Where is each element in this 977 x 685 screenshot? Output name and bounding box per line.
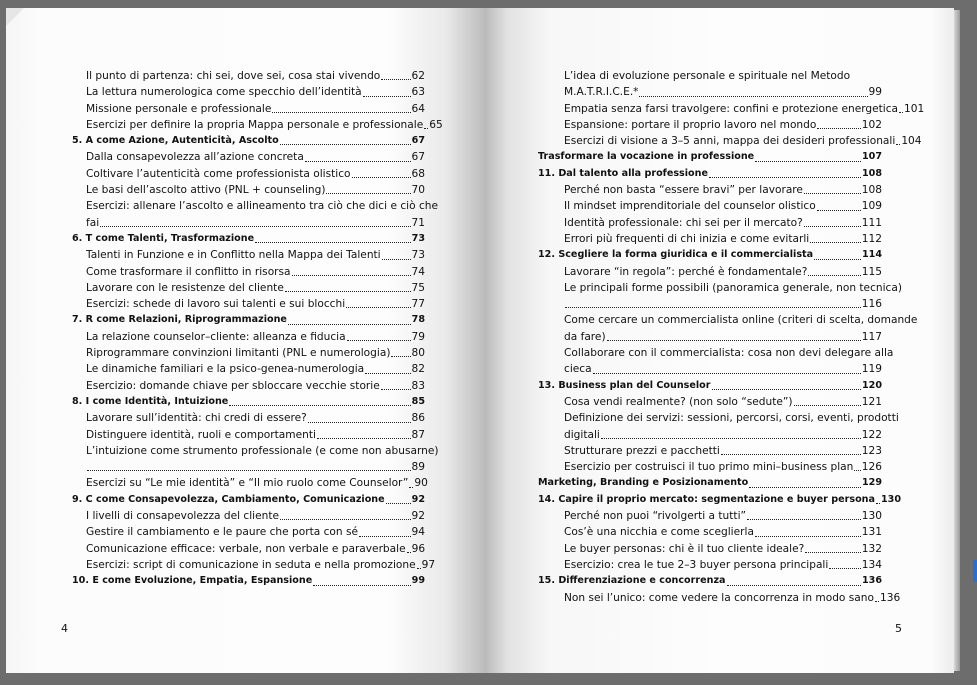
toc-entry [538,443,882,459]
toc-chapter-entry [72,231,425,247]
toc-entry-page: 87 [411,428,425,441]
dot-leader [100,226,410,227]
toc-entry-title: Lavorare sull’identità: chi credi di essere? [86,412,307,425]
dot-leader [346,307,410,308]
toc-entry-page: 70 [411,184,425,197]
toc-entry-title: Come trasformare il conflitto in risorsa [86,265,291,278]
left-page [6,8,484,673]
dot-leader [255,242,411,243]
toc-entry-title: da fare) [564,330,606,343]
toc-entry-page: 97 [421,558,436,571]
toc-entry-page: 109 [861,200,882,213]
toc-entry-page: 108 [861,184,882,197]
toc-entry-title: Collaborare con il commercialista: cosa non devi delegare alla [564,347,894,360]
toc-entry-page: 62 [411,70,425,82]
dot-leader [749,487,861,488]
dot-leader [386,503,411,504]
toc-entry-page: 119 [861,363,882,376]
toc-entry-title: 7. R come Relazioni, Riprogrammazione [72,314,287,326]
toc-entry-title: fai [86,216,100,229]
toc-entry [72,410,425,426]
dot-leader [409,487,413,488]
toc-entry-page: 67 [411,135,425,147]
toc-entry-title: Esercizi: schede di lavoro sui talenti e sui blocchi [86,298,346,311]
toc-entry [72,329,425,345]
toc-entry-title: Esercizi: script di comunicazione in seduta e nella promozione [86,558,416,571]
dot-leader [308,422,411,423]
toc-entry-title: M.A.T.R.I.C.E.* [564,86,639,99]
toc-entry-page: 122 [861,428,882,441]
dot-leader [280,519,410,520]
toc-entry-title: 12. Scegliere la forma giuridica e il commercialista [538,249,814,261]
dot-leader [747,519,861,520]
toc-entry-page: 94 [411,526,425,539]
toc-entry-page: 112 [861,232,882,245]
dot-leader [899,112,903,113]
dot-leader [876,503,880,504]
toc-entry [72,215,425,231]
toc-entry-title: Trasformare la vocazione in professione [538,151,755,163]
toc-entry-title: Il punto di partenza: chi sei, dove sei, cosa stai vivendo [86,70,381,82]
toc-entry-page: 90 [414,477,428,490]
toc-entry [72,247,425,263]
scroll-indicator[interactable] [973,560,977,582]
dot-leader [305,161,411,162]
toc-entry [538,280,903,296]
toc-entry [538,133,922,149]
toc-entry [72,361,425,377]
toc-entry [72,378,425,394]
toc-entry-page: 104 [901,135,922,148]
toc-entry [72,541,425,557]
page-number-right: 5 [895,622,902,635]
dot-leader [424,128,428,129]
toc-entry-title: Le buyer personas: chi è il tuo cliente ideale? [564,542,805,555]
toc-entry-title: Esercizio: domande chiave per sbloccare vecchie storie [86,379,380,392]
toc-entry [72,475,428,491]
toc-entry-page: 99 [411,575,425,587]
toc-entry-page: 85 [411,395,425,407]
toc-entry-title: 9. C come Consapevolezza, Cambiamento, Comunicazione [72,493,385,505]
right-page [484,8,954,673]
toc-chapter-entry [538,247,882,263]
toc-chapter-entry [538,573,882,589]
toc-entry [72,84,425,100]
toc-entry [538,101,925,117]
toc-entry-title: Cosa vendi realmente? (non solo “sedute”) [564,395,793,408]
toc-entry-page: 89 [411,461,425,474]
toc-entry-page: 82 [411,363,425,376]
dot-leader [285,291,411,292]
dot-leader [381,389,411,390]
toc-entry [72,149,425,165]
toc-entry-title: Talenti in Funzione e in Conflitto nella Mappa dei Talenti [86,249,381,262]
toc-entry [538,296,882,312]
toc-entry-title: Non sei l’unico: come vedere la concorrenza in modo sano [564,591,874,604]
dot-leader [755,536,861,537]
dot-leader [280,144,411,145]
dot-leader [363,96,411,97]
toc-entry-page: 132 [861,542,882,555]
dot-leader [808,275,860,276]
toc-entry [538,84,882,100]
toc-entry-page: 117 [861,330,882,343]
toc-entry-title: Lavorare con le resistenze del cliente [86,281,284,294]
dot-leader [317,438,411,439]
toc-entry-page: 83 [411,379,425,392]
open-book [6,8,954,673]
dot-leader [593,373,861,374]
toc-entry-title: Gestire il cambiamento e le paure che porta con sé [86,526,359,539]
dot-leader [854,470,860,471]
toc-entry [538,361,882,377]
toc-entry-page: 107 [861,151,882,163]
toc-entry-title: Riprogrammare convinzioni limitanti (PNL e numerologia) [86,347,391,360]
toc-entry-title: Coltivare l’autenticità come professionista olistico [86,167,351,180]
dot-leader [417,568,421,569]
dot-leader [347,340,411,341]
toc-entry-page: 131 [861,526,882,539]
toc-entry-page: 130 [880,493,901,505]
toc-entry-page: 63 [411,86,425,99]
toc-entry [72,117,443,133]
toc-entry-page: 129 [861,477,882,489]
toc-entry-title: Esercizi su “Le mie identità” e “Il mio ruolo come Counselor” [86,477,409,490]
toc-entry [72,182,425,198]
dot-leader [391,356,410,357]
toc-entry [72,264,425,280]
toc-entry [72,280,425,296]
toc-entry-page: 92 [411,493,425,505]
toc-entry-page: 108 [861,167,882,179]
toc-entry [538,215,882,231]
toc-entry-title: 13. Business plan del Counselor [538,379,711,391]
toc-chapter-entry [538,492,901,508]
toc-entry [538,590,901,606]
dot-leader [810,242,861,243]
toc-entry-title: 8. I come Identità, Intuizione [72,395,229,407]
toc-entry [538,345,894,361]
toc-entry-title: 10. E come Evoluzione, Empatia, Espansione [72,575,313,587]
dot-leader [326,193,410,194]
toc-entry-page: 126 [861,461,882,474]
toc-entry [538,427,882,443]
toc-chapter-entry [538,166,882,182]
toc-entry-title: Distinguere identità, ruoli e comportamenti [86,428,316,441]
toc-entry-page: 78 [411,314,425,326]
toc-entry-title: La relazione counselor–cliente: alleanza e fiducia [86,330,346,343]
toc-entry [538,198,882,214]
toc-entry-page: 101 [904,102,925,115]
toc-entry-title: Esercizi di visione a 3–5 anni, mappa dei desideri professionali [564,135,896,148]
toc-entry-page: 120 [861,379,882,391]
toc-entry-page: 136 [880,591,901,604]
table-of-contents-left [72,68,443,590]
dot-leader [607,340,861,341]
dot-leader [829,568,860,569]
toc-entry-title: digitali [564,428,600,441]
dot-leader [804,193,861,194]
toc-entry-page: 123 [861,444,882,457]
toc-entry-page: 79 [411,330,425,343]
dot-leader [87,470,411,471]
dot-leader [381,79,410,80]
toc-entry [538,394,882,410]
dot-leader [313,585,410,586]
toc-entry-page: 116 [861,298,882,311]
toc-entry-page: 86 [411,412,425,425]
toc-entry [538,182,882,198]
toc-entry [72,524,425,540]
page-edge [954,10,960,671]
toc-entry-page: 80 [411,347,425,360]
toc-entry [538,524,882,540]
toc-entry-page: 130 [861,510,882,523]
toc-entry-page: 73 [411,232,425,244]
toc-entry [72,101,425,117]
toc-entry-page: 99 [868,86,882,99]
toc-entry-title: cieca [564,363,592,376]
toc-entry [72,166,425,182]
dot-leader [229,405,410,406]
toc-entry [538,508,882,524]
toc-entry-title: Esercizio per costruisci il tuo primo mini–business plan [564,461,854,474]
toc-entry-title: Espansione: portare il proprio lavoro nel mondo [564,118,817,131]
dot-leader [565,307,861,308]
dot-leader [804,226,861,227]
toc-entry-page: 134 [861,558,882,571]
toc-entry-title: Le dinamiche familiari e la psico-genea-numerologia [86,363,365,376]
toc-entry-title: Identità professionale: chi sei per il mercato? [564,216,803,229]
dot-leader [359,536,410,537]
toc-entry [538,329,882,345]
dot-leader [817,128,860,129]
toc-entry [72,459,425,475]
dot-leader [601,438,861,439]
dot-leader [712,389,861,390]
toc-entry [72,508,425,524]
dot-leader [365,373,410,374]
toc-entry-title: Perché non basta “essere bravi” per lavorare [564,184,803,197]
toc-entry-title: Strutturare prezzi e pacchetti [564,444,720,457]
toc-entry [538,459,882,475]
toc-entry-title: 5. A come Azione, Autenticità, Ascolto [72,135,279,147]
dot-leader [709,177,861,178]
toc-entry-page: 73 [411,249,425,262]
dot-leader [794,405,861,406]
toc-entry-page: 111 [861,216,882,229]
dot-leader [272,112,410,113]
toc-entry-title: Cos’è una nicchia e come sceglierla [564,526,754,539]
toc-entry [538,68,882,84]
toc-chapter-entry [72,312,425,328]
dot-leader [382,259,411,260]
toc-entry [72,427,425,443]
toc-entry-title: La lettura numerologica come specchio dell’identità [86,86,362,99]
toc-entry-page: 115 [861,265,882,278]
dot-leader [292,275,411,276]
toc-entry [72,443,439,459]
toc-entry-title: Come cercare un commercialista online (criteri di scelta, domande [564,314,918,327]
toc-entry [538,312,918,328]
toc-entry-title: Missione personale e professionale [86,102,272,115]
dot-leader [721,454,861,455]
toc-entry-title: Perché non puoi “rivolgerti a tutti” [564,510,747,523]
toc-entry-page: 75 [411,281,425,294]
toc-entry-title: Le basi dell’ascolto attivo (PNL + counseling) [86,184,326,197]
toc-entry-title: Marketing, Branding e Posizionamento [538,477,749,489]
toc-entry-title: 11. Dal talento alla professione [538,167,708,179]
toc-entry-title: 15. Differenziazione e concorrenza [538,575,726,587]
toc-entry-title: Esercizi per definire la propria Mappa personale e professionale [86,118,424,131]
toc-entry-title: Empatia senza farsi travolgere: confini e protezione energetica [564,102,899,115]
toc-entry-title: Esercizi: allenare l’ascolto e allineamento tra ciò che dici e ciò che [86,200,438,213]
dot-leader [875,601,879,602]
toc-entry-title: Le principali forme possibili (panoramica generale, non tecnica) [564,281,903,294]
table-of-contents-right [538,68,925,606]
toc-part-entry [538,475,882,491]
toc-entry-title: L’idea di evoluzione personale e spirituale nel Metodo [564,70,851,82]
dot-leader [407,552,411,553]
toc-entry-page: 121 [861,395,882,408]
toc-entry-title: 14. Capire il proprio mercato: segmentazione e buyer persona [538,493,875,505]
toc-entry [538,264,882,280]
dot-leader [727,585,861,586]
toc-entry [72,296,425,312]
toc-chapter-entry [538,378,882,394]
toc-entry-page: 114 [861,249,882,261]
toc-entry-title: L’intuizione come strumento professionale (e come non abusarne) [86,444,439,457]
toc-entry-page: 65 [429,118,443,131]
toc-entry-title: Lavorare “in regola”: perché è fondamentale? [564,265,808,278]
toc-entry-title: Errori più frequenti di chi inizia e come evitarli [564,232,810,245]
toc-entry-page: 67 [411,151,425,164]
dot-leader [896,144,900,145]
toc-entry-title: Comunicazione efficace: verbale, non verbale e paraverbale [86,542,406,555]
toc-entry [538,410,899,426]
toc-chapter-entry [72,133,425,149]
toc-entry-page: 136 [861,575,882,587]
toc-entry [538,231,882,247]
page-corner [6,8,24,26]
toc-entry-page: 64 [411,102,425,115]
dot-leader [639,96,867,97]
dot-leader [352,177,411,178]
toc-chapter-entry [72,492,425,508]
toc-chapter-entry [72,573,425,589]
toc-entry-title: Il mindset imprenditoriale del counselor olistico [564,200,816,213]
dot-leader [817,210,861,211]
dot-leader [288,324,411,325]
toc-entry-page: 102 [861,118,882,131]
toc-entry [72,68,425,84]
toc-entry-page: 92 [411,510,425,523]
toc-entry [538,117,882,133]
toc-part-entry [538,149,882,165]
dot-leader [805,552,861,553]
toc-entry-title: 6. T come Talenti, Trasformazione [72,232,255,244]
toc-entry-page: 74 [411,265,425,278]
page-number-left: 4 [61,622,68,635]
toc-entry-title: Definizione dei servizi: sessioni, percorsi, corsi, eventi, prodotti [564,412,899,425]
toc-entry-title: Esercizio: crea le tue 2–3 buyer persona principali [564,558,829,571]
toc-entry-page: 96 [411,542,426,555]
toc-entry [72,198,438,214]
toc-entry [72,345,425,361]
toc-chapter-entry [72,394,425,410]
toc-entry-title: Dalla consapevolezza all’azione concreta [86,151,304,164]
toc-entry-page: 71 [411,216,425,229]
dot-leader [814,259,861,260]
toc-entry-page: 77 [411,298,425,311]
toc-entry [538,541,882,557]
toc-entry [72,557,436,573]
toc-entry-title: I livelli di consapevolezza del cliente [86,510,280,523]
dot-leader [755,161,861,162]
toc-entry-page: 68 [411,167,425,180]
toc-entry [538,557,882,573]
